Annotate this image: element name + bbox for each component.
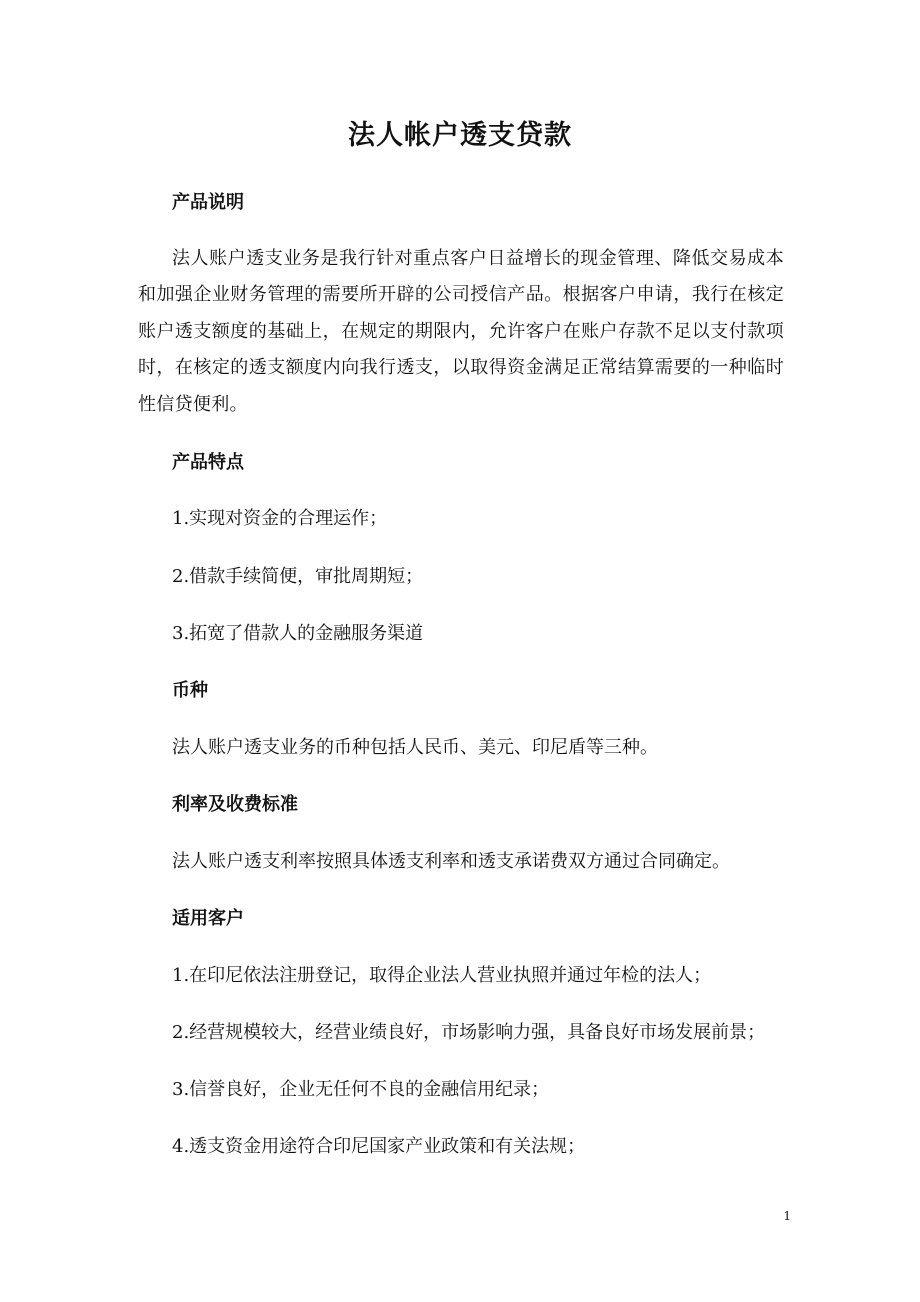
customer-item-2: 2.经营规模较大，经营业绩良好，市场影响力强，具备良好市场发展前景；	[172, 1022, 766, 1043]
section-heading-currency: 币种	[172, 680, 208, 701]
section-heading-product-description: 产品说明	[172, 192, 244, 213]
page-number: 1	[783, 1209, 791, 1223]
feature-item-3: 3.拓宽了借款人的金融服务渠道	[172, 623, 424, 644]
section-heading-interest-fees: 利率及收费标准	[172, 794, 298, 815]
interest-fees-text: 法人账户透支利率按照具体透支利率和透支承诺费双方通过合同确定。	[172, 851, 730, 872]
customer-item-3: 3.信誉良好，企业无任何不良的金融信用纪录；	[172, 1079, 550, 1100]
customer-item-4: 4.透支资金用途符合印尼国家产业政策和有关法规；	[172, 1136, 586, 1157]
product-description-paragraph: 法人账户透支业务是我行针对重点客户日益增长的现金管理、降低交易成本和加强企业财务管理的需要所开辟的公司授信产品。根据客户申请，我行在核定账户透支额度的基础上，在规定的期限内，允许客户在账户存款不足以支付款项时，在核定的透支额度内向我行透支，以取得资金满足正常结算需要的一种临时性信贷便利。	[138, 248, 784, 415]
document-title: 法人帐户透支贷款	[348, 120, 572, 151]
customer-item-1: 1.在印尼依法注册登记，取得企业法人营业执照并通过年检的法人；	[172, 965, 712, 986]
currency-text: 法人账户透支业务的币种包括人民币、美元、印尼盾等三种。	[172, 737, 658, 758]
feature-item-1: 1.实现对资金的合理运作；	[172, 508, 388, 529]
section-heading-applicable-customers: 适用客户	[172, 908, 244, 929]
section-heading-product-features: 产品特点	[172, 452, 244, 473]
feature-item-2: 2.借款手续简便，审批周期短；	[172, 566, 424, 587]
